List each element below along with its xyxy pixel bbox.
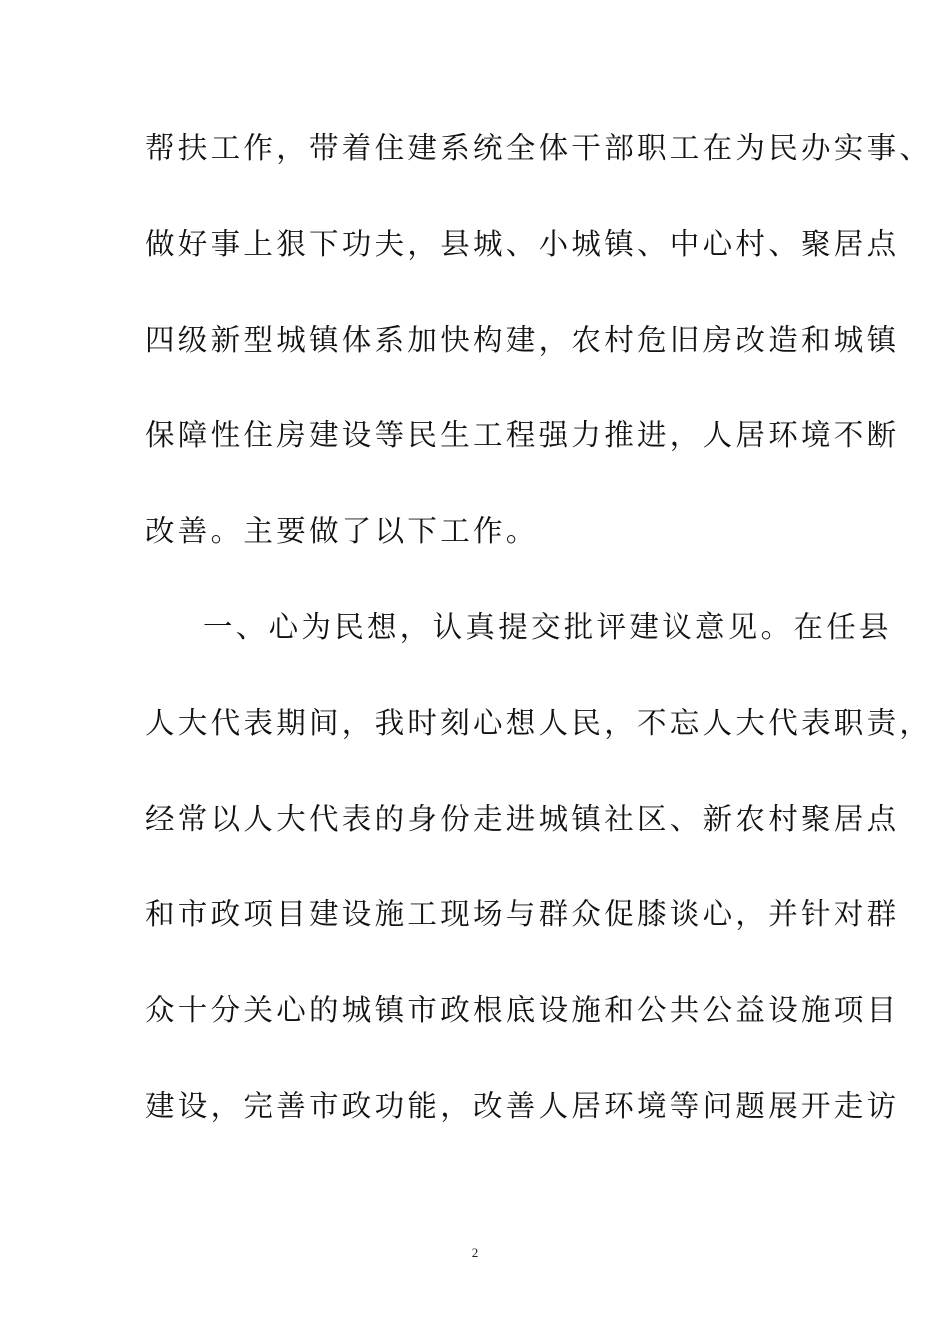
- text-line: 经常以人大代表的身份走进城镇社区、新农村聚居点: [145, 801, 900, 836]
- text-line: 四级新型城镇体系加快构建，农村危旧房改造和城镇: [145, 322, 900, 357]
- text-line: 人大代表期间，我时刻心想人民，不忘人大代表职责，: [145, 705, 933, 740]
- text-line: 帮扶工作，带着住建系统全体干部职工在为民办实事、: [145, 131, 933, 165]
- paragraph-start-line: 一、心为民想，认真提交批评建议意见。在任县: [203, 609, 892, 644]
- text-line: 众十分关心的城镇市政根底设施和公共公益设施项目: [145, 993, 900, 1028]
- text-line: 保障性住房建设等民生工程强力推进，人居环境不断: [145, 418, 900, 453]
- text-line: 改善。主要做了以下工作。: [145, 514, 539, 549]
- page-number: 2: [471, 1245, 479, 1260]
- text-line: 和市政项目建设施工现场与群众促膝谈心，并针对群: [145, 897, 900, 932]
- text-line: 建设，完善市政功能，改善人居环境等问题展开走访: [145, 1088, 900, 1123]
- text-line: 做好事上狠下功夫，县城、小城镇、中心村、聚居点: [145, 226, 900, 261]
- body-text: [145, 120, 933, 1174]
